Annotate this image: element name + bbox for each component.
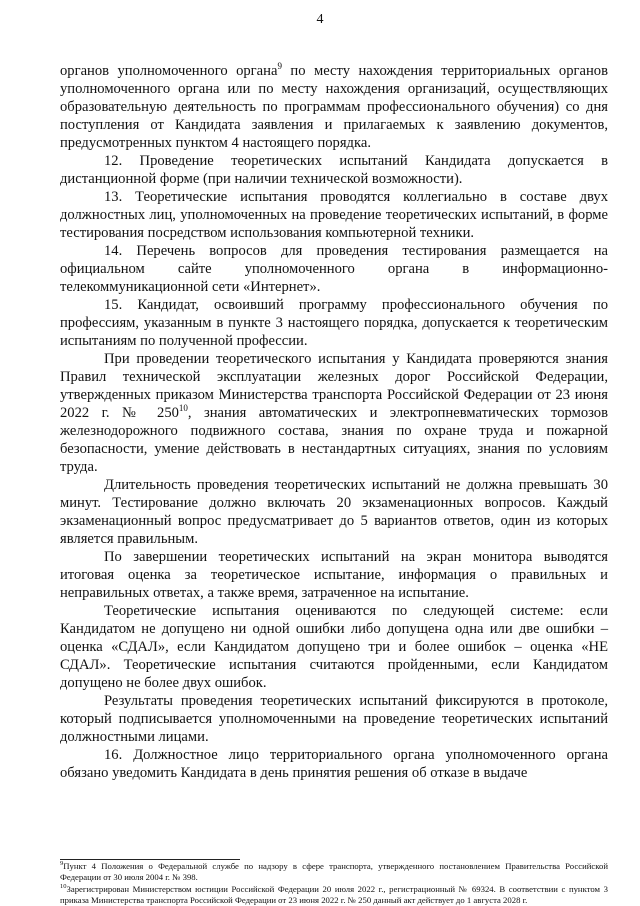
text-run: По завершении теоретических испытаний на экран монитора выводятся итоговая оценка за теоретическое испытание, информация о правильных и неправильных ответах, а также время, затраченное на испытание. [60,549,608,601]
footnote-marker: 10 [60,882,67,890]
paragraph-p15b [60,476,608,548]
paragraph-p0 [60,62,608,152]
text-run: Длительность проведения теоретических испытаний не должна превышать 30 минут. Тестирование должно включать 20 экзаменационных вопросов. Каждый экзаменационный вопрос предусматривает до 5 вариантов ответов, один из которых является правильным. [60,477,608,547]
text-run: , знания автоматических и электропневматических тормозов железнодорожного подвижного состава, знания по охране труда и пожарной безопасности, умение действовать в нестандартных ситуациях, знания по условиям труда. [60,405,608,475]
paragraph-p14 [60,242,608,296]
paragraph-p16 [60,746,608,782]
footnote-fn10 [60,884,608,906]
footnote-separator [60,859,240,860]
footnote-fn9 [60,861,608,884]
body-text [60,62,608,782]
text-run: При проведении теоретического испытания у Кандидата проверяются знания Правил технической эксплуатации железных дорог Российской Федерации, утвержденных приказом Министерства транспорта Российской Федерации от 23 июня 2022 г. № 250 [60,351,608,421]
text-run: 13. Теоретические испытания проводятся коллегиально в составе двух должностных лиц, уполномоченных на проведение теоретических испытаний, в форме тестирования посредством использования компьютерной техники. [60,189,608,241]
footnote-marker: 10 [178,403,188,414]
text-run: Зарегистрирован Министерством юстиции Российской Федерации 20 июля 2022 г., регистрационный № 69324. В соответствии с пунктом 3 приказа Министерства транспорта Российской Федерации от 23 июня 2022 г. № 250 данный акт действует до 1 августа 2028 г. [60,883,608,905]
text-run: 16. Должностное лицо территориального органа уполномоченного органа обязано уведомить Кандидата в день принятия решения об отказе в выдаче [60,747,608,781]
page-number: 4 [316,12,324,27]
text-run: Пункт 4 Положения о Федеральной службе по надзору в сфере транспорта, утвержденного постановлением Правительства Российской Федерации от 30 июля 2004 г. № 398. [60,861,608,883]
text-run: по месту нахождения территориальных органов уполномоченного органа или по месту нахождения организаций, осуществляющих образовательную деятельность по программам профессионального обучения) со дня поступления от Кандидата заявления и прилагаемых к заявлению документов, предусмотренных пунктом 4 настоящего порядка. [60,63,608,151]
paragraph-p12 [60,152,608,188]
text-run: Теоретические испытания оцениваются по следующей системе: если Кандидатом не допущено ни одной ошибки либо допущена одна или две ошибки – оценка «СДАЛ», если Кандидатом допущено три и более ошибок – оценка «НЕ СДАЛ». Теоретические испытания считаются пройденными, если Кандидатом допущено не более двух ошибок. [60,603,608,691]
text-run: 12. Проведение теоретических испытаний Кандидата допускается в дистанционной форме (при наличии технической возможности). [60,153,608,187]
paragraph-p15 [60,296,608,350]
text-run: 14. Перечень вопросов для проведения тестирования размещается на официальном сайте уполномоченного органа в информационно-телекоммуникационной сети «Интернет». [60,243,608,295]
text-run: 15. Кандидат, освоивший программу профессионального обучения по профессиям, указанным в пункте 3 настоящего порядка, допускается к теоретическим испытаниям по полученной профессии. [60,297,608,349]
paragraph-p15a [60,350,608,476]
paragraph-p15c [60,548,608,602]
text-run: органов уполномоченного органа [60,63,278,79]
text-run: Результаты проведения теоретических испытаний фиксируются в протоколе, который подписывается уполномоченными на проведение теоретических испытаний должностными лицами. [60,693,608,745]
footnotes [60,861,608,906]
paragraph-p15e [60,692,608,746]
footnote-marker: 9 [60,860,64,868]
footnote-marker: 9 [277,61,282,72]
paragraph-p13 [60,188,608,242]
paragraph-p15d [60,602,608,692]
